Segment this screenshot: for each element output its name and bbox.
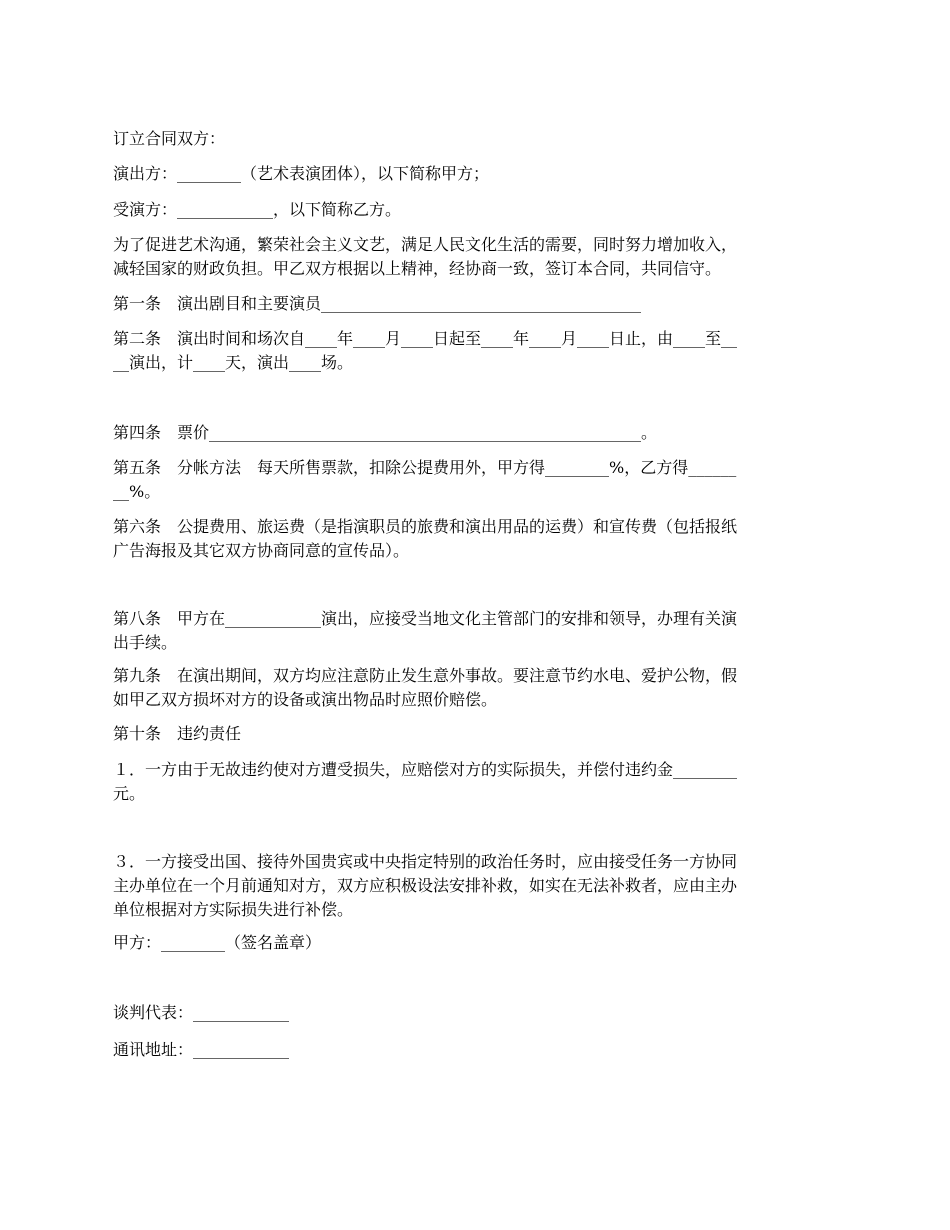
text-line: 受演方：____________，以下简称乙方。 [113,200,402,219]
article-4 [113,421,840,445]
text-line: 第九条 在演出期间，双方均应注意防止发生意外事故。要注意节约水电、爱护公物，假 [113,666,738,685]
text-line: １．一方由于无故违约使对方遭受损失，应赔偿对方的实际损失，并偿付违约金________ [113,760,738,779]
text-line: 第四条 票价______________________________________________________。 [113,423,658,442]
text-line: 出手续。 [113,633,178,652]
text-line: 元。 [113,784,146,803]
text-line: 第五条 分帐方法 每天所售票款，扣除公提费用外，甲方得________%，乙方得______ [113,458,737,477]
text-line: 第八条 甲方在____________演出，应接受当地文化主管部门的安排和领导，办理有关演 [113,609,738,628]
text-line: 第一条 演出剧目和主要演员________________________________________ [113,294,642,313]
text-line: ３．一方接受出国、接待外国贵宾或中央指定特别的政治任务时，应由接受任务一方协同 [113,852,738,871]
party-a-signature [113,931,840,955]
text-line: 订立合同双方： [113,129,226,148]
article-10 [113,722,840,746]
text-line: 甲方：________（签名盖章） [113,933,322,952]
text-line: 谈判代表：____________ [113,1003,290,1022]
text-line: 通讯地址：____________ [113,1040,290,1059]
negotiator-line [113,1001,840,1025]
article-8 [113,607,840,655]
address-line [113,1038,840,1062]
text-line: __演出，计____天，演出____场。 [113,353,354,372]
party-b-line [113,198,840,222]
text-line: 第六条 公提费用、旅运费（是指演职员的旅费和演出用品的运费）和宣传费（包括报纸 [113,517,738,536]
text-line: 第十条 违约责任 [113,724,242,743]
text-line: 演出方：________（艺术表演团体），以下简称甲方； [113,164,490,183]
article-1 [113,292,840,316]
text-line: 为了促进艺术沟通，繁荣社会主义文艺，满足人民文化生活的需要，同时努力增加收入， [113,235,738,254]
article-2 [113,327,840,375]
text-line: __%。 [113,482,161,501]
text-line: 单位根据对方实际损失进行补偿。 [113,900,354,919]
text-line: 主办单位在一个月前通知对方，双方应积极设法安排补救，如实在无法补救者，应由主办 [113,876,738,895]
text-line: 减轻国家的财政负担。甲乙双方根据以上精神，经协商一致，签订本合同，共同信守。 [113,259,722,278]
purpose-paragraph [113,233,840,281]
article-9 [113,664,840,712]
intro-line [113,127,840,151]
text-line: 第二条 演出时间和场次自____年____月____日起至____年____月____日止，由____至__ [113,329,738,348]
clause-1 [113,758,840,806]
article-5 [113,456,840,504]
text-line: 广告海报及其它双方协商同意的宣传品）。 [113,541,410,560]
article-6 [113,515,840,563]
clause-3 [113,850,840,922]
party-a-line [113,162,840,186]
text-line: 如甲乙双方损坏对方的设备或演出物品时应照价赔偿。 [113,690,498,709]
